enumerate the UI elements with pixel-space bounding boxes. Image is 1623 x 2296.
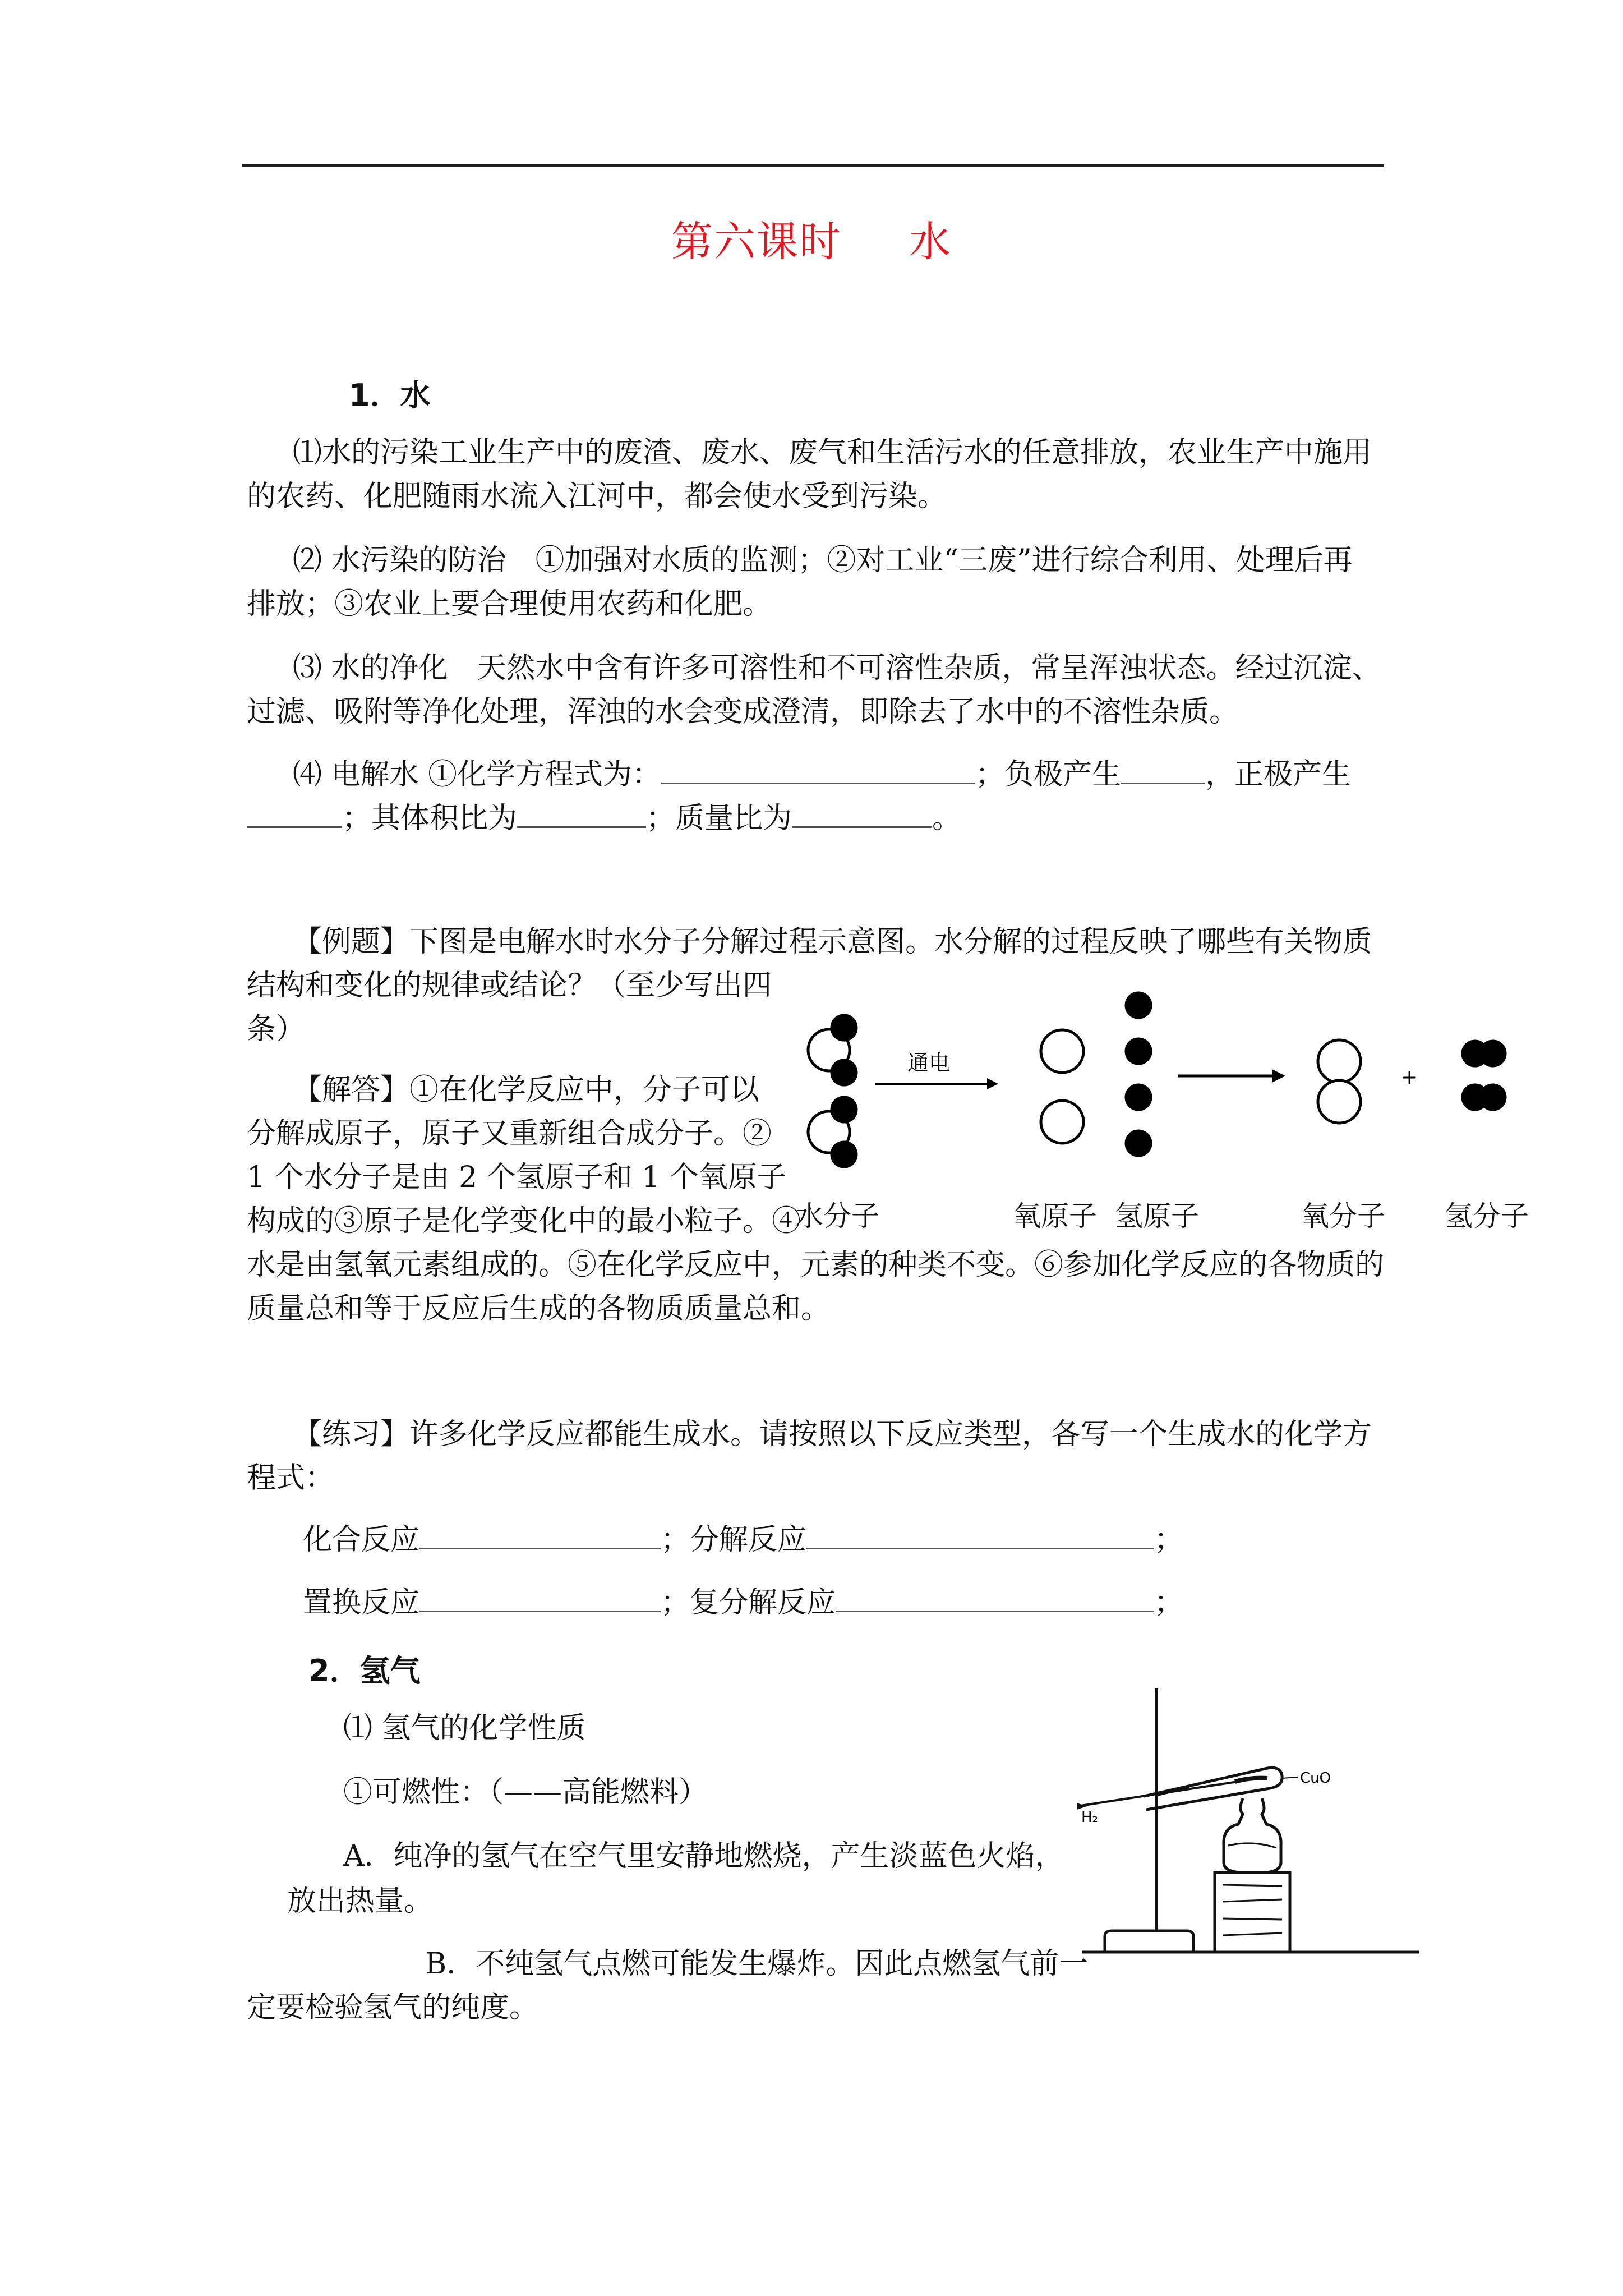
water-molecule-hydrogen-atom	[832, 1142, 856, 1167]
combination-reaction-label: 化合反应	[303, 1523, 420, 1557]
oxygen-molecule-atom	[1318, 1080, 1361, 1123]
hydrogen-atom	[1126, 993, 1151, 1018]
decomposition-reaction-label: 分解反应	[690, 1523, 807, 1557]
answer-line2: 分解成原子，原子又重新组合成分子。②	[247, 1117, 772, 1151]
title-topic: 水	[909, 218, 952, 266]
oxygen-molecule-atom	[1318, 1040, 1361, 1083]
decomposition-reaction-blank[interactable]	[806, 1519, 1154, 1549]
water-molecule-hydrogen-atom	[832, 1060, 856, 1085]
negative-product-blank[interactable]	[1121, 753, 1205, 784]
hydrogen-molecule-atom	[1481, 1085, 1505, 1110]
electrolysis-line1	[293, 753, 1351, 797]
hydrogen-inlet-tube	[1077, 1780, 1245, 1806]
answer-line5: 水是由氢氧元素组成的。⑤在化学反应中，元素的种类不变。⑥参加化学反应的各物质的	[247, 1248, 1385, 1282]
hydrogen-molecule-atom	[1481, 1041, 1505, 1066]
arrowhead-icon	[987, 1078, 998, 1089]
mass-ratio-blank[interactable]	[792, 797, 932, 828]
practice-line1: 【练习】许多化学反应都能生成水。请按照以下反应类型，各写一个生成水的化学方	[293, 1418, 1372, 1451]
label-hydrogen-atom: 氢原子	[1115, 1200, 1199, 1232]
replacement-reaction-label: 置换反应	[303, 1586, 420, 1619]
positive-electrode-label: ，正极产生	[1205, 758, 1352, 792]
hydrogen-atom	[1126, 1039, 1151, 1064]
impure-hydrogen-line1: B．不纯氢气点燃可能发生爆炸。因此点燃氢气前一	[425, 1947, 1089, 1981]
volume-ratio-label: ；其体积比为	[342, 802, 518, 835]
separator: ；	[661, 1586, 690, 1619]
arrowhead-icon	[1272, 1069, 1285, 1083]
cuo-pointer	[1282, 1777, 1298, 1778]
practice-row2	[303, 1581, 1183, 1625]
practice-row1	[303, 1518, 1183, 1562]
purification-line1: ⑶ 水的净化 天然水中含有许多可溶性和不可溶性杂质，常呈浑浊状态。经过沉淀、	[293, 651, 1381, 685]
mass-ratio-label: ；质量比为	[646, 802, 792, 835]
pure-hydrogen-line1: A．纯净的氢气在空气里安静地燃烧，产生淡蓝色火焰，	[343, 1839, 1064, 1873]
separator: ；	[661, 1523, 690, 1557]
water-molecule-hydrogen-atom	[832, 1015, 856, 1040]
separator: ；	[1154, 1523, 1184, 1557]
separator: ；	[1154, 1586, 1184, 1619]
flammability-item: ①可燃性：（——高能燃料）	[343, 1775, 708, 1809]
cuo-label: CuO	[1300, 1770, 1331, 1787]
electrolysis-equation-label: ⑷ 电解水 ①化学方程式为：	[293, 758, 662, 792]
label-oxygen-molecule: 氧分子	[1301, 1200, 1385, 1232]
oxygen-atom	[1041, 1101, 1083, 1143]
volume-ratio-blank[interactable]	[517, 797, 646, 828]
pollution-line1: ⑴水的污染工业生产中的废渣、废水、废气和生活污水的任意排放，农业生产中施用	[293, 436, 1372, 470]
pure-hydrogen-line2: 放出热量。	[287, 1884, 434, 1918]
pollution-line2: 的农药、化肥随雨水流入江河中，都会使水受到污染。	[247, 480, 947, 513]
oxygen-atom	[1041, 1030, 1083, 1073]
hydrogen-reduction-apparatus	[1077, 1677, 1469, 1958]
combination-reaction-blank[interactable]	[419, 1519, 661, 1549]
positive-product-blank[interactable]	[247, 797, 342, 828]
negative-electrode-label: ；负极产生	[975, 758, 1122, 792]
label-oxygen-atom: 氧原子	[1013, 1200, 1097, 1232]
example-line3: 条）	[247, 1013, 306, 1046]
answer-line4: 构成的③原子是化学变化中的最小粒子。④	[247, 1204, 801, 1238]
prevention-line1: ⑵ 水污染的防治 ①加强对水质的监测；②对工业“三废”进行综合利用、处理后再	[293, 544, 1353, 577]
top-rule	[242, 164, 1384, 167]
label-water-molecule: 水分子	[795, 1200, 879, 1232]
practice-line2: 程式：	[247, 1461, 335, 1495]
section1-heading: 1．水	[349, 378, 431, 413]
double-replacement-label: 复分解反应	[690, 1586, 836, 1619]
purification-line2: 过滤、吸附等净化处理，浑浊的水会变成澄清，即除去了水中的不溶性杂质。	[247, 695, 1239, 729]
cuo-powder	[1235, 1778, 1267, 1782]
hydrogen-atom	[1126, 1131, 1151, 1156]
hydrogen-properties-heading: ⑴ 氢气的化学性质	[343, 1711, 586, 1745]
h2-label: H₂	[1081, 1809, 1098, 1826]
impure-hydrogen-line2: 定要检验氢气的纯度。	[247, 1991, 539, 2024]
water-molecule-hydrogen-atom	[832, 1097, 856, 1122]
alcohol-lamp	[1224, 1798, 1281, 1872]
hydrogen-atom	[1126, 1085, 1151, 1110]
answer-line3: 1 个水分子是由 2 个氢原子和 1 个氧原子	[247, 1161, 786, 1194]
answer-line1: 【解答】①在化学反应中，分子可以	[293, 1073, 760, 1107]
arrow-label-electricity: 通电	[907, 1051, 951, 1075]
section2-heading: 2．氢气	[308, 1653, 421, 1688]
electrolysis-diagram	[785, 987, 1548, 1200]
electrolysis-line2	[247, 797, 961, 840]
example-line1: 【例题】下图是电解水时水分子分解过程示意图。水分解的过程反映了哪些有关物质	[293, 925, 1372, 959]
stand-base	[1105, 1931, 1193, 1952]
period: 。	[932, 802, 962, 835]
prevention-line2: 排放；③农业上要合理使用农药和化肥。	[247, 587, 772, 621]
equation-blank[interactable]	[661, 753, 975, 784]
page-title	[0, 209, 1623, 268]
double-replacement-blank[interactable]	[836, 1581, 1154, 1612]
plus-sign: +	[1401, 1066, 1418, 1089]
answer-line6: 质量总和等于反应后生成的各物质质量总和。	[247, 1292, 831, 1326]
example-line2: 结构和变化的规律或结论？（至少写出四	[247, 969, 772, 1002]
title-lesson: 第六课时	[671, 218, 842, 266]
replacement-reaction-blank[interactable]	[419, 1581, 661, 1612]
label-hydrogen-molecule: 氢分子	[1445, 1200, 1529, 1232]
